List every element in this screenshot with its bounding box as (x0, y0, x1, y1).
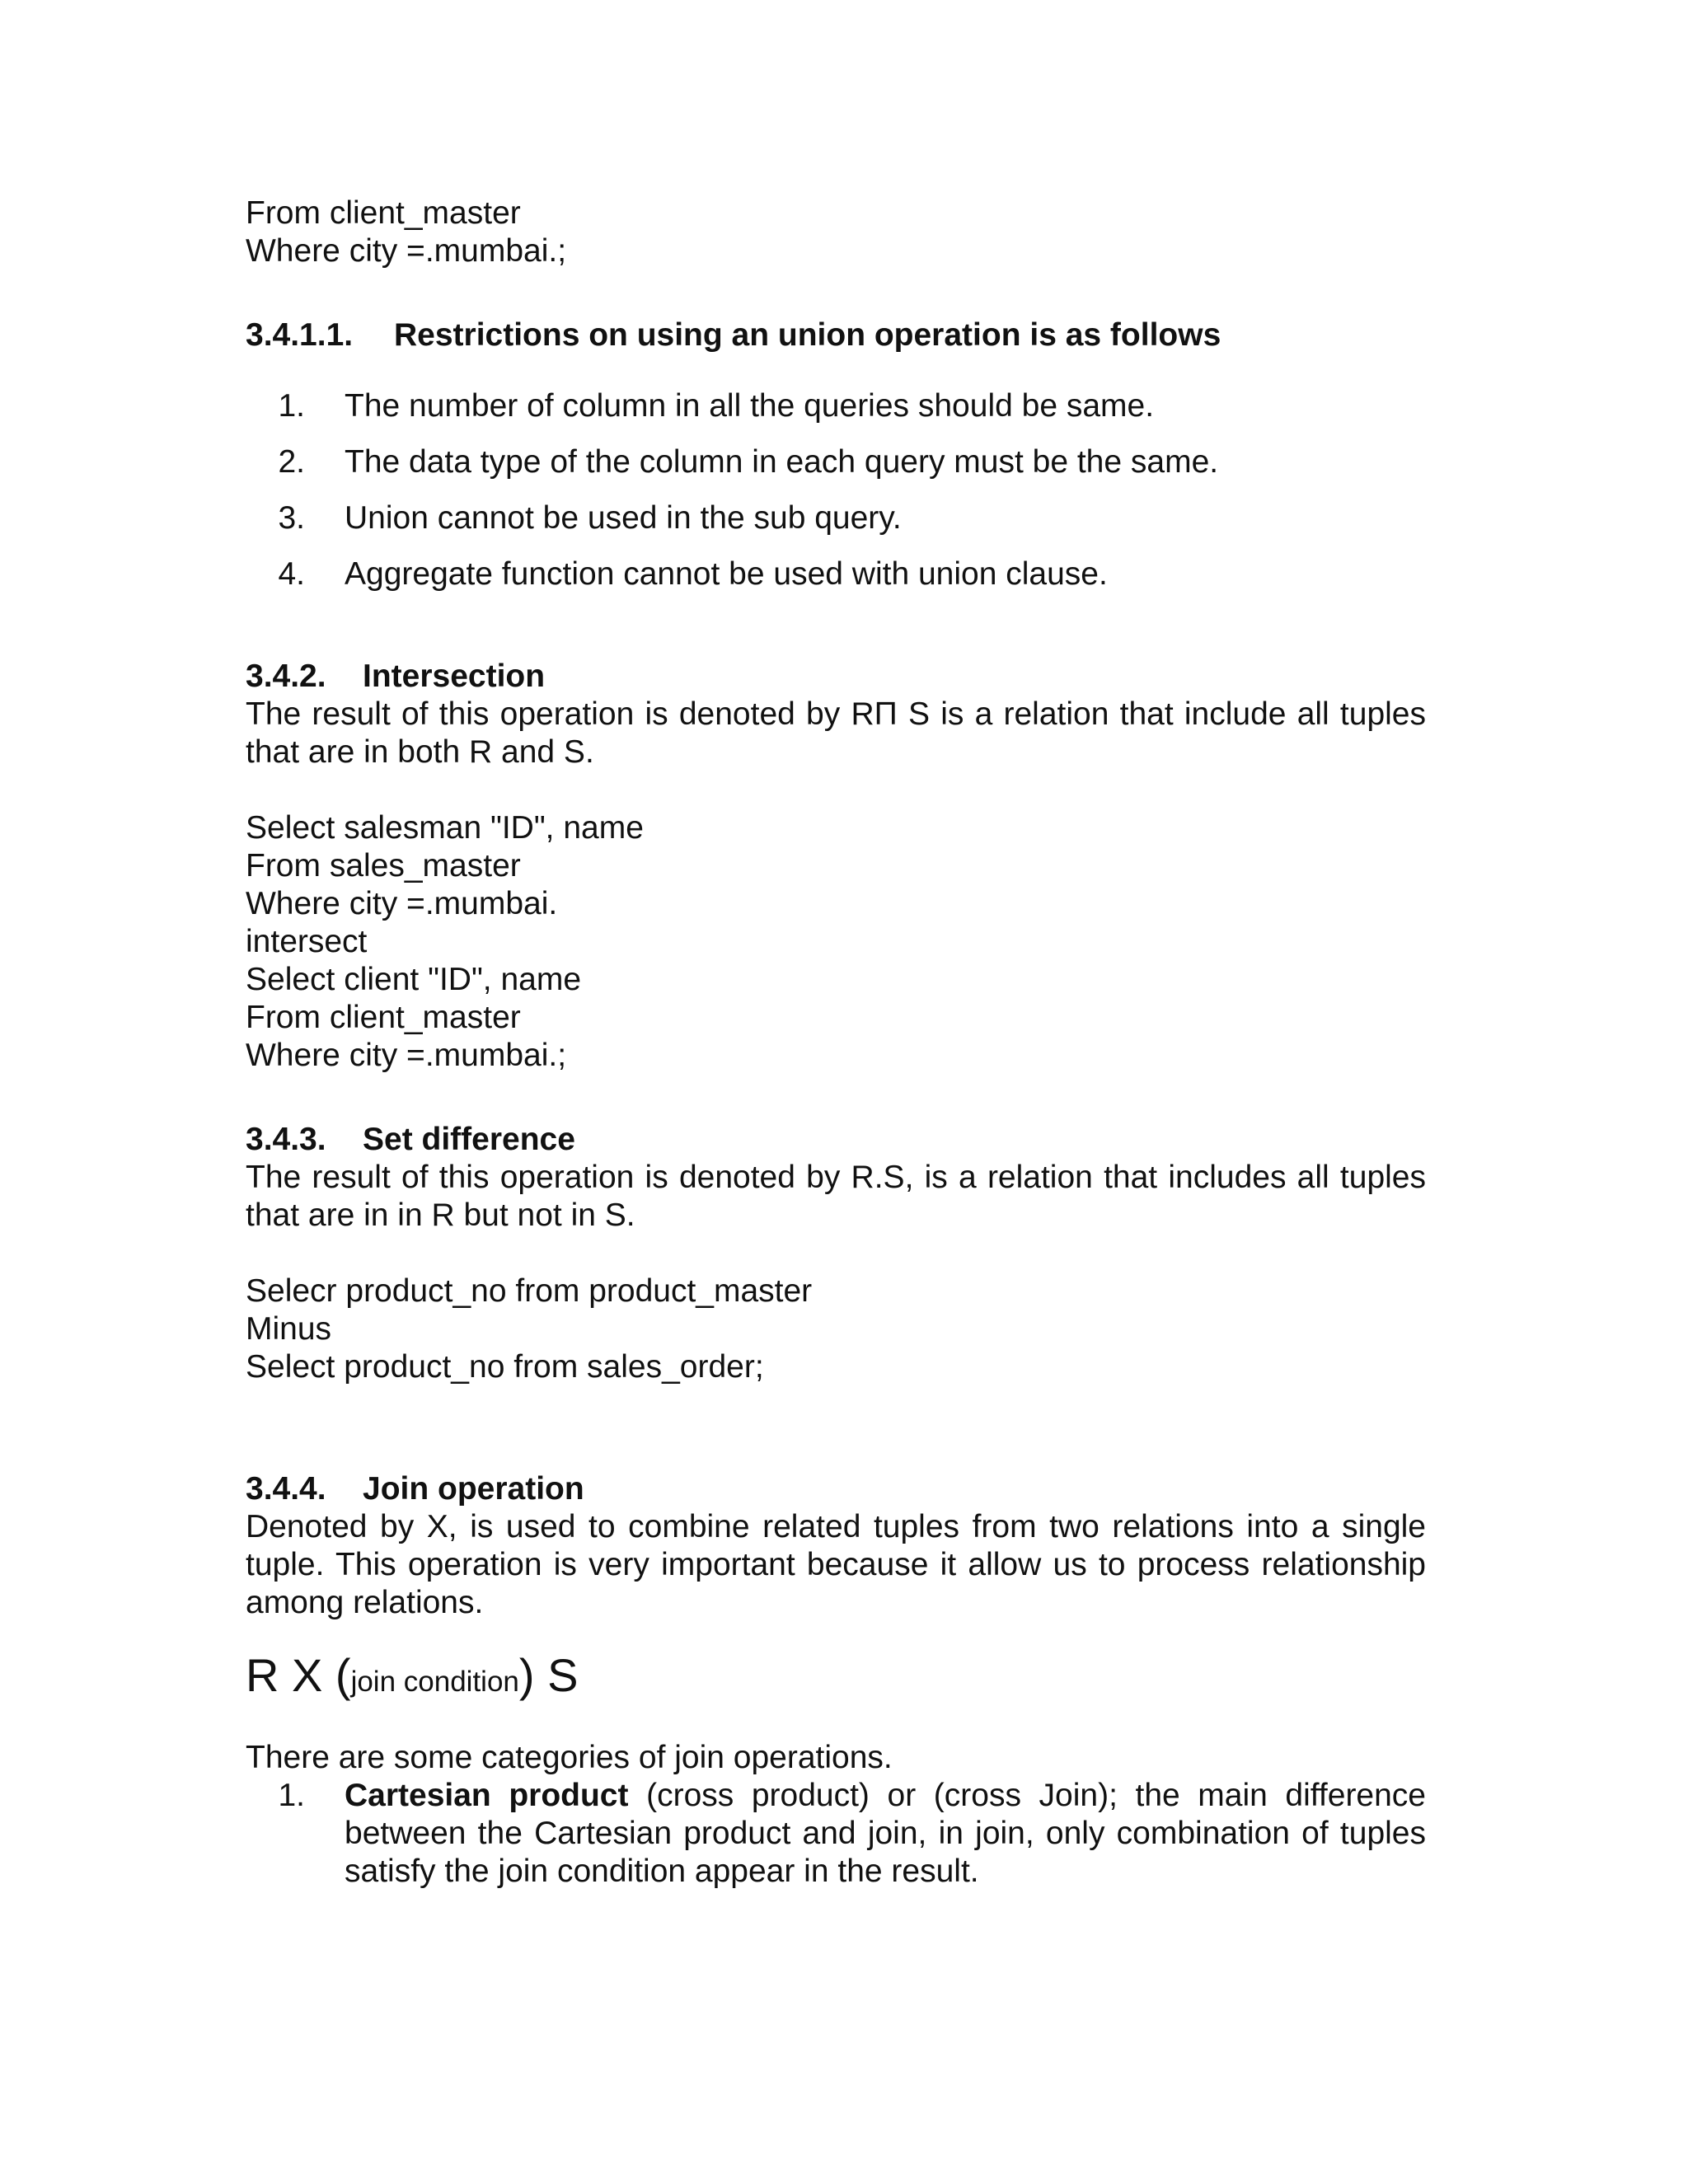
join-formula (246, 1650, 1426, 1701)
section-body: Denoted by X, is used to combine related tuples from two relations into a single tuple. This operation is very important because it allow us to process relationship among relations. (246, 1509, 1426, 1621)
code-line: Select client "ID", name (246, 962, 582, 998)
list-number: 2. (278, 444, 305, 480)
list-text: The number of column in all the queries should be same. (345, 388, 1155, 424)
formula-sub: join condition (350, 1666, 519, 1699)
list-text (345, 1777, 1426, 1891)
list-number: 4. (278, 556, 305, 593)
list-number: 1. (278, 388, 305, 424)
code-line: Minus (246, 1311, 332, 1347)
list-text: The data type of the column in each query must be the same. (345, 444, 1219, 480)
list-text: Union cannot be used in the sub query. (345, 500, 902, 537)
list-item (246, 387, 1426, 425)
code-line: From client_master (246, 195, 521, 231)
code-line: From client_master (246, 1000, 521, 1036)
list-item (246, 555, 1426, 593)
term-bold: Cartesian product (345, 1778, 629, 1814)
section-number: 3.4.4. (246, 1471, 326, 1507)
code-block (246, 1272, 1426, 1386)
document-page (246, 194, 1426, 1891)
section-heading (246, 1121, 1426, 1159)
section-heading (246, 1470, 1426, 1508)
section-body: The result of this operation is denoted by R.S, is a relation that includes all tuples that are in in R but not in S. (246, 1160, 1426, 1234)
code-block-top (246, 194, 1426, 270)
code-line: Select product_no from sales_order; (246, 1349, 764, 1385)
section-title: Intersection (363, 658, 546, 695)
list-text: Aggregate function cannot be used with union clause. (345, 556, 1108, 593)
section-heading (246, 658, 1426, 696)
restrictions-list (246, 387, 1426, 593)
section-title: Restrictions on using an union operation is as follows (394, 317, 1221, 354)
section-number: 3.4.3. (246, 1122, 326, 1158)
term-description: (cross product) or (cross Join); the main difference between the Cartesian product and join, in join, only combination of tuples satisfy the join condition appear in the result. (345, 1778, 1426, 1890)
section-body: The result of this operation is denoted by RΠ S is a relation that include all tuples that are in both R and S. (246, 696, 1426, 771)
formula-pre: R X ( (246, 1649, 351, 1702)
code-block (246, 809, 1426, 1075)
formula-post: ) S (518, 1649, 579, 1702)
section-number: 3.4.2. (246, 658, 326, 695)
code-line: Where city =.mumbai.; (246, 1038, 567, 1074)
section-title: Join operation (363, 1471, 584, 1507)
list-item (246, 499, 1426, 537)
list-number: 1. (278, 1778, 305, 1814)
code-line: Where city =.mumbai.; (246, 233, 567, 269)
join-intro: There are some categories of join operations. (246, 1740, 893, 1776)
join-categories-list (246, 1777, 1426, 1891)
code-line: From sales_master (246, 848, 521, 884)
section-title: Set difference (363, 1122, 575, 1158)
code-line: Where city =.mumbai. (246, 886, 558, 922)
section-number: 3.4.1.1. (246, 317, 354, 354)
code-line: Select salesman "ID", name (246, 810, 644, 846)
list-item (246, 443, 1426, 481)
section-heading (246, 316, 1426, 354)
list-number: 3. (278, 500, 305, 537)
code-line: Selecr product_no from product_master (246, 1273, 813, 1310)
code-line: intersect (246, 924, 368, 960)
list-item (246, 1777, 1426, 1891)
